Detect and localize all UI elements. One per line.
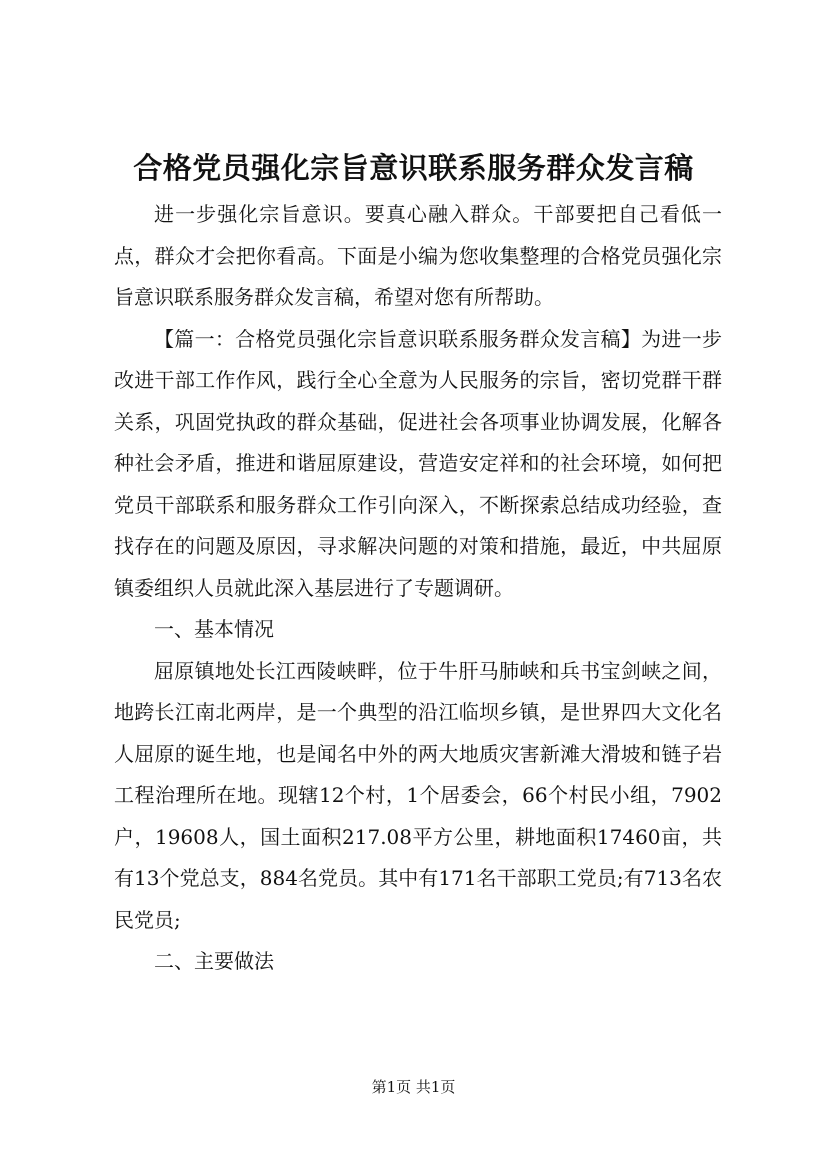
page-number-footer: 第1页 共1页 bbox=[371, 1078, 456, 1096]
paragraph-intro: 进一步强化宗旨意识。要真心融入群众。干部要把自己看低一点，群众才会把你看高。下面是小编为您收集整理的合格党员强化宗旨意识联系服务群众发言稿，希望对您有所帮助。 bbox=[114, 202, 722, 309]
paragraph-section-one: 【篇一：合格党员强化宗旨意识联系服务群众发言稿】为进一步改进干部工作作风，践行全心全意为人民服务的宗旨，密切党群干群关系，巩固党执政的群众基础，促进社会各项事业协调发展，化解各种社会矛盾，推进和谐屈原建设，营造安定祥和的社会环境，如何把党员干部联系和服务群众工作引向深入，不断探索总结成功经验，查找存在的问题及原因，寻求解决问题的对策和措施，最近，中共屈原镇委组织人员就此深入基层进行了专题调研。 bbox=[114, 326, 722, 600]
heading-basic-situation: 一、基本情况 bbox=[154, 617, 274, 641]
document-body bbox=[114, 194, 722, 983]
heading-main-practices: 二、主要做法 bbox=[154, 949, 274, 973]
paragraph-basic-situation: 屈原镇地处长江西陵峡畔，位于牛肝马肺峡和兵书宝剑峡之间，地跨长江南北两岸，是一个典型的沿江临坝乡镇，是世界四大文化名人屈原的诞生地，也是闻名中外的两大地质灾害新滩大滑坡和链子岩工程治理所在地。现辖12个村，1个居委会，66个村民小组，7902户，19608人，国土面积217.08平方公里，耕地面积17460亩，共有13个党总支，884名党员。其中有171名干部职工党员;有713名农民党员; bbox=[114, 658, 722, 932]
document-title: 合格党员强化宗旨意识联系服务群众发言稿 bbox=[133, 151, 694, 185]
